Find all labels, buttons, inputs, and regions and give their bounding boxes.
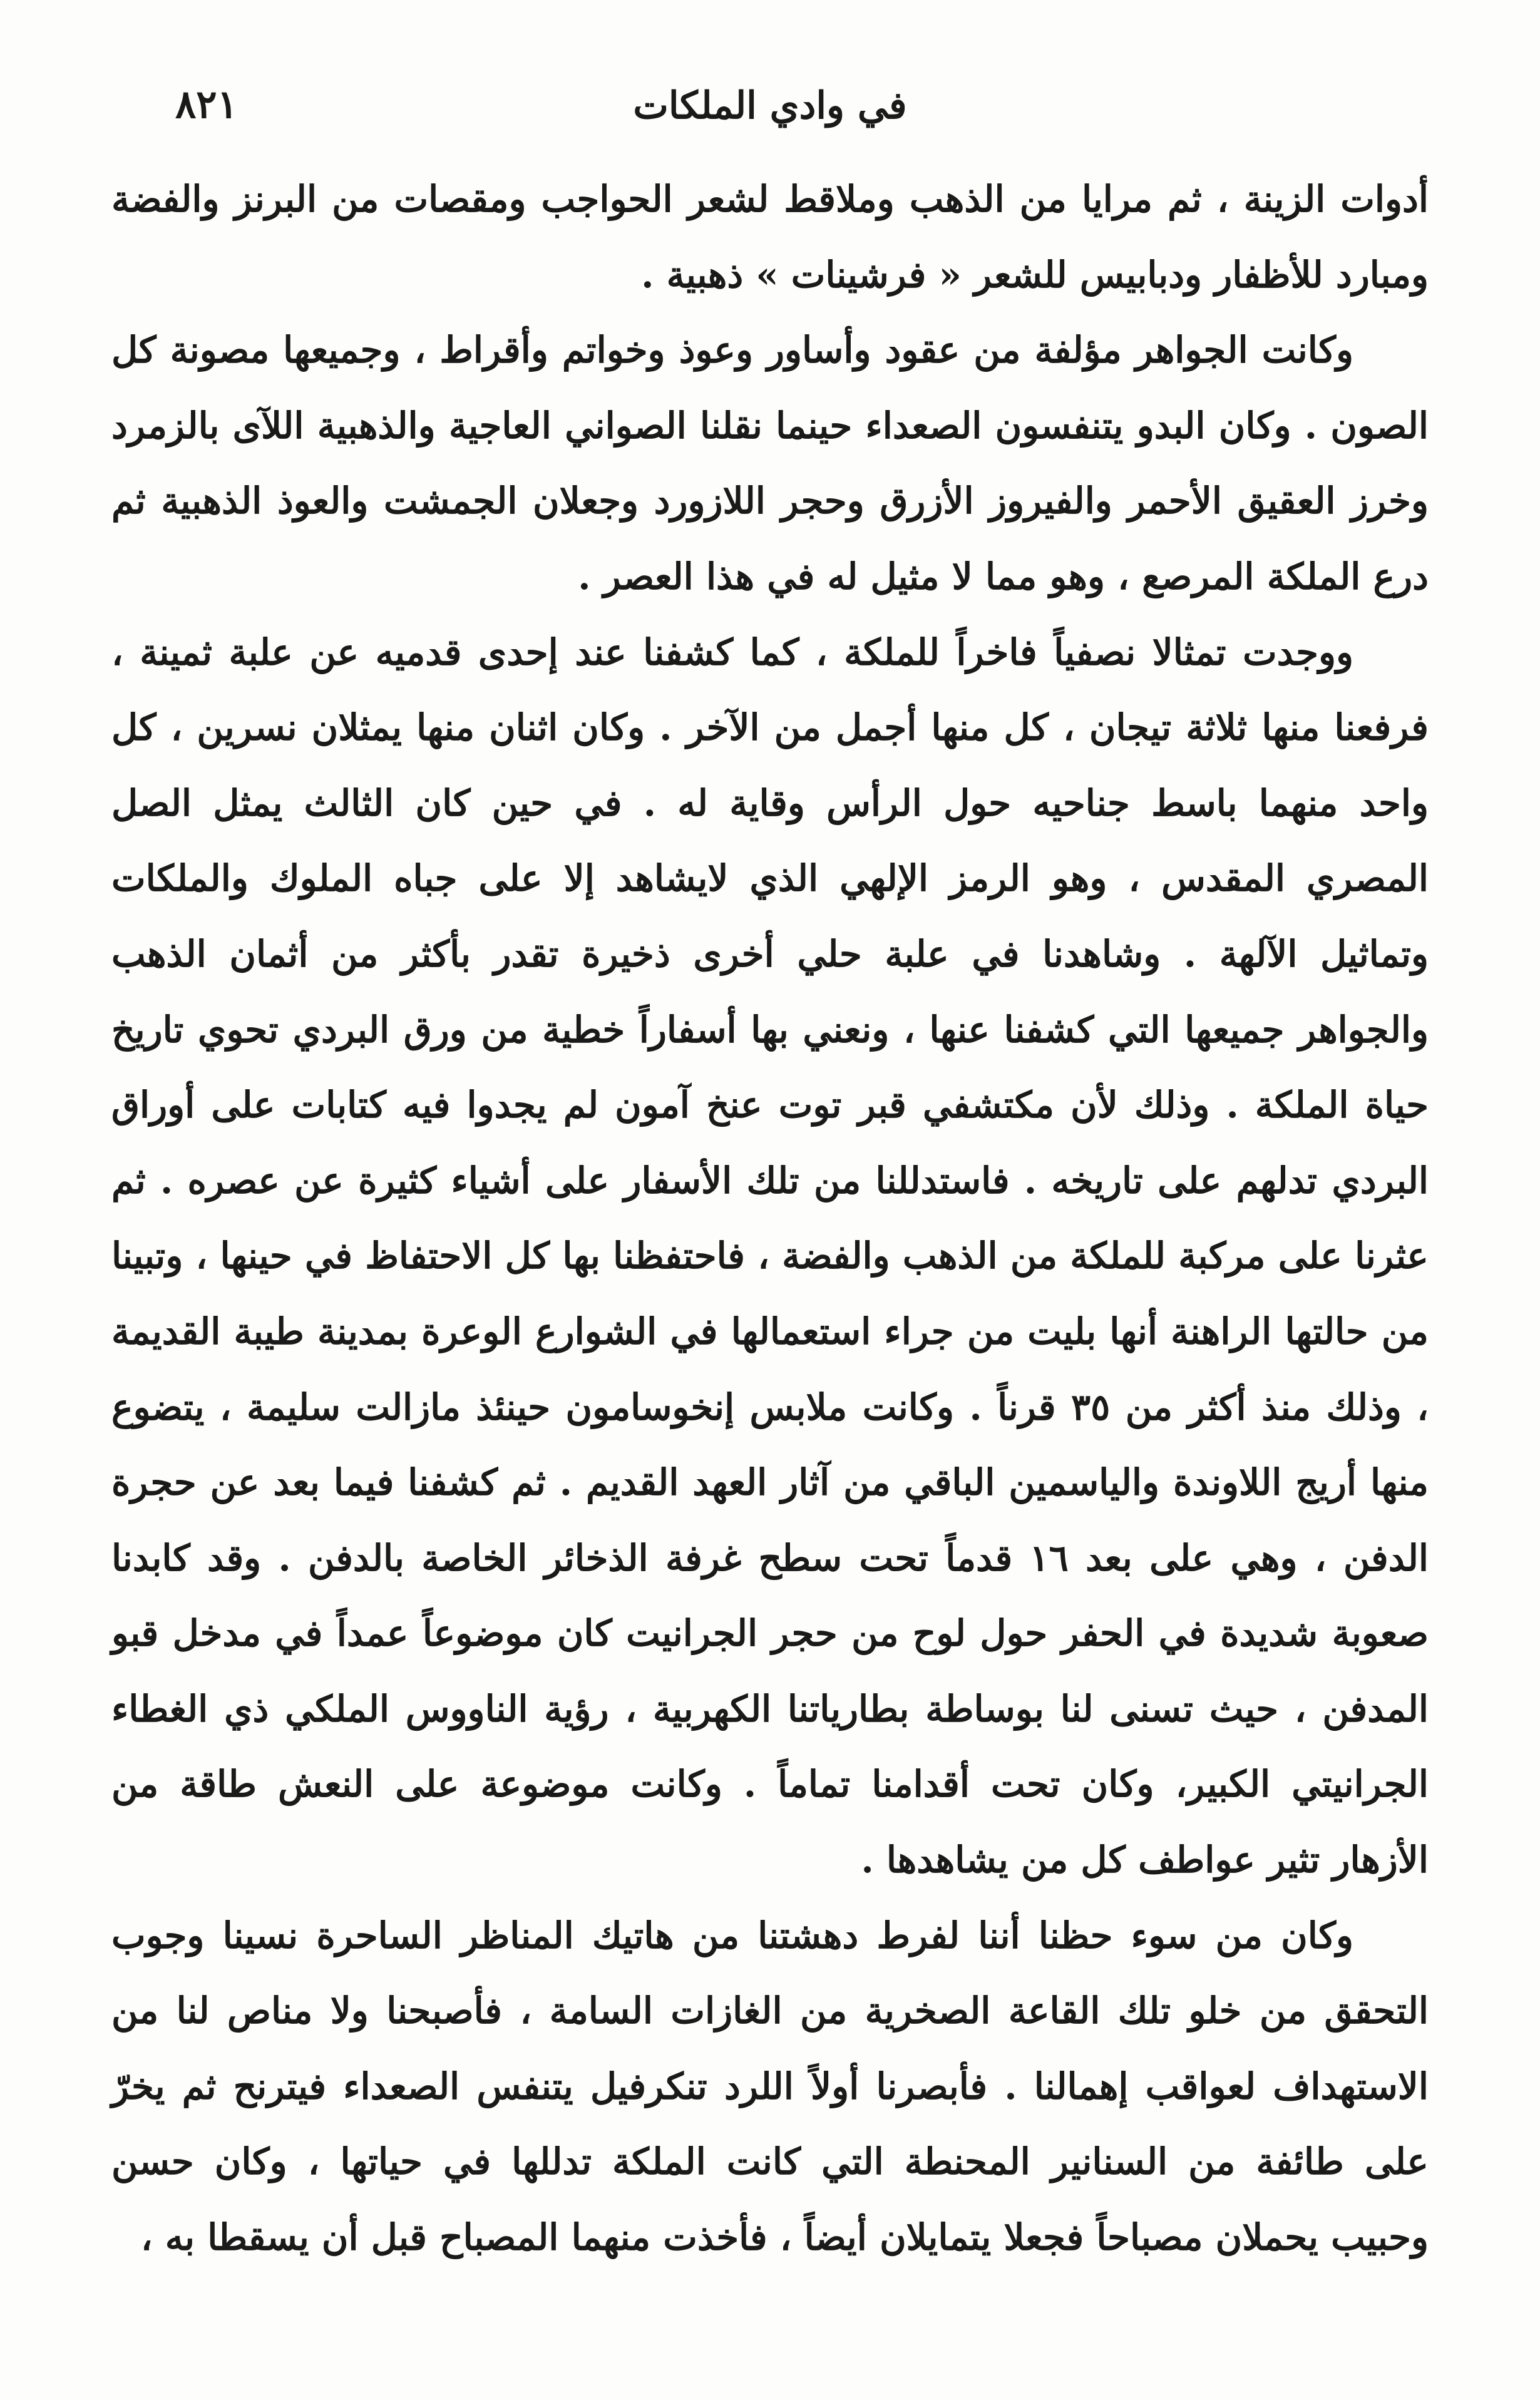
page-header — [113, 75, 1427, 144]
running-title: في وادي الملكات — [633, 84, 907, 128]
body-text — [111, 162, 1429, 2275]
paragraph-2: وكانت الجواهر مؤلفة من عقود وأساور وعوذ وخواتم وأقراط ، وجميعها مصونة كل الصون . وكان البدو يتنفسون الصعداء حينما نقلنا الصواني العاجية والذهبية اللآى بالزمرد وخرز العقيق الأحمر والفيروز الأزرق وحجر اللازورد وجعلان الجمشت والعوذ الذهبية ثم درع الملكة المرصع ، وهو مما لا مثيل له في هذا العصر . — [111, 329, 1429, 598]
paragraph-1: أدوات الزينة ، ثم مرايا من الذهب وملاقط لشعر الحواجب ومقصات من البرنز والفضة ومبارد للأظفار ودبابيس للشعر « فرشينات » ذهبية . — [111, 178, 1429, 296]
paragraph-3: ووجدت تمثالا نصفياً فاخراً للملكة ، كما كشفنا عند إحدى قدميه عن علبة ثمينة ، فرفعنا منها ثلاثة تيجان ، كل منها أجمل من الآخر . وكان اثنان منها يمثلان نسرين ، كل واحد منهما باسط جناحيه حول الرأس وقاية له . في حين كان الثالث يمثل الصل المصري المقدس ، وهو الرمز الإلهي الذي لايشاهد إلا على جباه الملوك والملكات وتماثيل الآلهة . وشاهدنا في علبة حلي أخرى ذخيرة تقدر بأكثر من أثمان الذهب والجواهر جميعها التي كشفنا عنها ، ونعني بها أسفاراً خطية من ورق البردي تحوي تاريخ حياة الملكة . وذلك لأن مكتشفي قبر توت عنخ آمون لم يجدوا فيه كتابات على أوراق البردي تدلهم على تاريخه . فاستدللنا من تلك الأسفار على أشياء كثيرة عن عصره . ثم عثرنا على مركبة للملكة من الذهب والفضة ، فاحتفظنا بها كل الاحتفاظ في حينها ، وتبينا من حالتها الراهنة أنها بليت من جراء استعمالها في الشوارع الوعرة بمدينة طيبة القديمة ، وذلك منذ أكثر من ٣٥ قرناً . وكانت ملابس إنخوسامون حينئذ مازالت سليمة ، يتضوع منها أريج اللاوندة والياسمين الباقي من آثار العهد القديم . ثم كشفنا فيما بعد عن حجرة الدفن ، وهي على بعد ١٦ قدماً تحت سطح غرفة الذخائر الخاصة بالدفن . وقد كابدنا صعوبة شديدة في الحفر حول لوح من حجر الجرانيت كان موضوعاً عمداً في مدخل قبو المدفن ، حيث تسنى لنا بوساطة بطارياتنا الكهربية ، رؤية الناووس الملكي ذي الغطاء الجرانيتي الكبير، وكان تحت أقدامنا تماماً . وكانت موضوعة على النعش طاقة من الأزهار تثير عواطف كل من يشاهدها . — [111, 630, 1429, 1882]
page-number: ٨٢١ — [175, 81, 238, 127]
paragraph-4: وكان من سوء حظنا أننا لفرط دهشتنا من هاتيك المناظر الساحرة نسينا وجوب التحقق من خلو تلك القاعة الصخرية من الغازات السامة ، فأصبحنا ولا مناص لنا من الاستهداف لعواقب إهمالنا . فأبصرنا أولاً اللرد تنكرفيل يتنفس الصعداء فيترنح ثم يخرّ على طائفة من السنانير المحنطة التي كانت الملكة تدللها في حياتها ، وكان حسن وحبيب يحملان مصباحاً فجعلا يتمايلان أيضاً ، فأخذت منهما المصباح قبل أن يسقطا به ، — [111, 1914, 1429, 2259]
